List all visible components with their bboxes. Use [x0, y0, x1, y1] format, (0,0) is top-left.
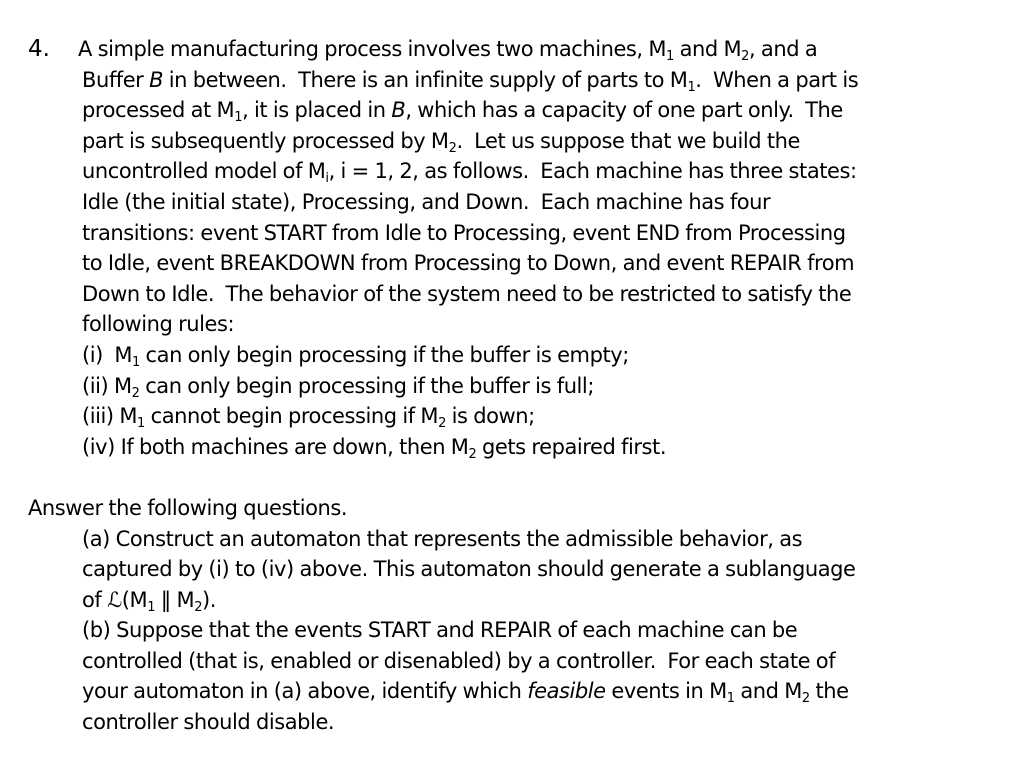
question-line: your automaton in (a) above, identify which feasible events in $M_1$ and $M_2$ the: [82, 679, 849, 707]
problem-line: transitions: event START from Idle to Processing, event END from Processing: [82, 220, 846, 245]
rule-item: (iv) If both machines are down, then $M_2$ gets repaired first.: [82, 434, 667, 462]
problem-line: Idle (the initial state), Processing, and Down. Each machine has four: [82, 189, 771, 214]
rule-item: (i) $M_1$ can only begin processing if the buffer is empty;: [82, 342, 629, 370]
problem-line: processed at $M_1$, it is placed in B, which has a capacity of one part only. The: [82, 98, 843, 126]
problem-line: uncontrolled model of $M_i$, i = 1, 2, as follows. Each machine has three states:: [82, 159, 857, 187]
question-line: controlled (that is, enabled or disenabled) by a controller. For each state of: [82, 648, 836, 673]
problem-number: 4.: [28, 36, 50, 62]
problem-line: to Idle, event BREAKDOWN from Processing to Down, and event REPAIR from: [82, 251, 855, 276]
problem-line: Down to Idle. The behavior of the system need to be restricted to satisfy the: [82, 281, 852, 306]
problem-line: part is subsequently processed by $M_2$. Let us suppose that we build the: [82, 128, 800, 156]
rule-item: (ii) $M_2$ can only begin processing if the buffer is full;: [82, 373, 594, 401]
question-line: controller should disable.: [82, 710, 335, 735]
question-line: (b) Suppose that the events START and REPAIR of each machine can be: [82, 618, 798, 643]
problem-line: A simple manufacturing process involves two machines, $M_1$ and $M_2$, and a: [78, 37, 818, 64]
questions-heading: Answer the following questions.: [28, 495, 348, 520]
question-line: captured by (i) to (iv) above. This automaton should generate a sublanguage: [82, 557, 856, 582]
question-line: (a) Construct an automaton that represents the admissible behavior, as: [82, 526, 803, 551]
problem-text: [28, 34, 1003, 738]
rule-item: (iii) $M_1$ cannot begin processing if $M_2$ is down;: [82, 404, 535, 432]
question-line: of $ℒ(M_1$ ‖ $M_2$).: [82, 587, 216, 615]
blank-line: [28, 462, 1003, 493]
problem-line: following rules:: [82, 312, 235, 337]
problem-line: Buffer B in between. There is an infinite supply of parts to $M_1$. When a part is: [82, 67, 859, 95]
